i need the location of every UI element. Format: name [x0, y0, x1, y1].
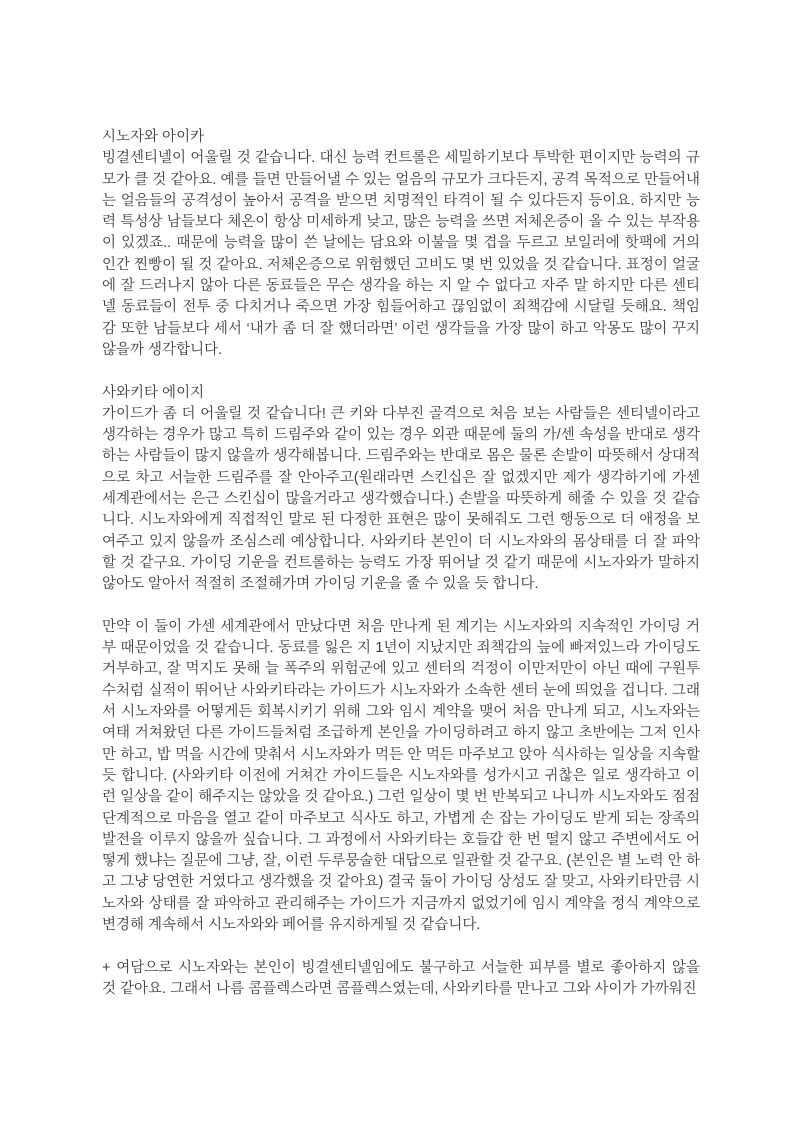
paragraph-sawakita-description: 가이드가 좀 더 어울릴 것 같습니다! 큰 키와 다부진 골격으로 처음 보는 사람들은 센티넬이라고 생각하는 경우가 많고 특히 드림주와 같이 있는 경우 외관 때문에 둘의 가/센 속성을 반대로 생각하는 사람들이 많지 않을까 생각해봅니다. 드림주와는 반대로 몸은 물론 손발이 따뜻해서 상대적으로 차고 서늘한 드림주를 잘 안아주고(원래라면 스킨십은 잘 없겠지만 제가 생각하기에 가센 세계관에서는 은근 스킨십이 많을거라고 생각했습니다.) 손발을 따뜻하게 해줄 수 있을 것 같습니다. 시노자와에게 직접적인 말로 된 다정한 표현은 많이 못해줘도 그런 행동으로 더 애정을 보여주고 있지 않을까 조심스레 예상합니다. 사와키타 본인이 더 시노자와의 몸상태를 더 잘 파악할 것 같구요. 가이딩 기운을 컨트롤하는 능력도 가장 뛰어날 것 같기 때문에 시노자와가 말하지 않아도 알아서 적절히 조절해가며 가이딩 기운을 줄 수 있을 듯 합니다.	[102, 405, 700, 593]
paragraph-pairing-story: 만약 이 둘이 가센 세계관에서 만났다면 처음 만나게 된 계기는 시노자와의 지속적인 가이딩 거부 때문이었을 것 같습니다. 동료를 잃은 지 1년이 지났지만 죄책감의 늪에 빠져있느라 가이딩도 거부하고, 잘 먹지도 못해 늘 폭주의 위험군에 있고 센터의 걱정이 이만저만이 아닌 때에 구원투수처럼 실적이 뛰어난 사와키타라는 가이드가 시노자와가 소속한 센터 눈에 띄었을 겁니다. 그래서 시노자와를 어떻게든 회복시키기 위해 그와 임시 계약을 맺어 처음 만나게 되고, 시노자와는 여태 거쳐왔던 다른 가이드들처럼 조급하게 본인을 가이딩하려고 하지 않고 초반에는 그저 인사만 하고, 밥 먹을 시간에 맞춰서 시노자와가 먹든 안 먹든 마주보고 앉아 식사하는 일상을 지속할 듯 합니다. (사와키타 이전에 거쳐간 가이드들은 시노자와를 성가시고 귀찮은 일로 생각하고 이런 일상을 같이 해주지는 않았을 것 같아요.) 그런 일상이 몇 번 반복되고 나니까 시노자와도 점점 단계적으로 마음을 열고 같이 마주보고 식사도 하고, 가볍게 손 잡는 가이딩도 받게 되는 장족의 발전을 이루지 않을까 싶습니다. 그 과정에서 사와키타는 호들갑 한 번 떨지 않고 주변에서도 어떻게 했냐는 질문에 그냥, 잘, 이런 두루뭉술한 대답으로 일관할 것 같구요. (본인은 별 노력 안 하고 그냥 당연한 거였다고 생각했을 것 같아요) 결국 둘이 가이딩 상성도 잘 맞고, 사와키타만큼 시노자와 상태를 잘 파악하고 관리해주는 가이드가 지금까지 없었기에 임시 계약을 정식 계약으로 변경해 계속해서 시노자와와 페어를 유지하게될 것 같습니다.	[102, 618, 700, 933]
section-title-sawakita-eiji: 사와키타 에이지	[102, 384, 205, 401]
document-text-block	[102, 127, 700, 1000]
section-title-shinozawa-aika: 시노자와 아이카	[102, 129, 205, 145]
paragraph-postscript: + 여담으로 시노자와는 본인이 빙결센티넬임에도 불구하고 서늘한 피부를 별로 좋아하지 않을 것 같아요. 그래서 나름 콤플렉스라면 콤플렉스였는데, 사와키타를 만나고 그와 사이가 가까워진	[102, 959, 700, 997]
paragraph-shinozawa-description: 빙결센티넬이 어울릴 것 같습니다. 대신 능력 컨트롤은 세밀하기보다 투박한 편이지만 능력의 규모가 클 것 같아요. 예를 들면 만들어낼 수 있는 얼음의 규모가 크다든지, 공격 목적으로 만들어내는 얼음들의 공격성이 높아서 공격을 받으면 치명적인 타격이 될 수 있다든지 등이요. 하지만 능력 특성상 남들보다 체온이 항상 미세하게 낮고, 많은 능력을 쓰면 저체온증이 올 수 있는 부작용이 있겠죠.. 때문에 능력을 많이 쓴 날에는 담요와 이불을 몇 겹을 두르고 보일러에 핫팩에 거의 인간 찐빵이 될 것 같아요. 저체온증으로 위험했던 고비도 몇 번 있었을 것 같습니다. 표정이 얼굴에 잘 드러나지 않아 다른 동료들은 무슨 생각을 하는 지 알 수 없다고 자주 말 하지만 다른 센티넬 동료들이 전투 중 다치거나 죽으면 가장 힘들어하고 끊임없이 죄책감에 시달릴 듯해요. 책임감 또한 남들보다 세서 ‘내가 좀 더 잘 했더라면’ 이런 생각들을 가장 많이 하고 악몽도 많이 꾸지 않을까 생각합니다.	[102, 150, 700, 358]
